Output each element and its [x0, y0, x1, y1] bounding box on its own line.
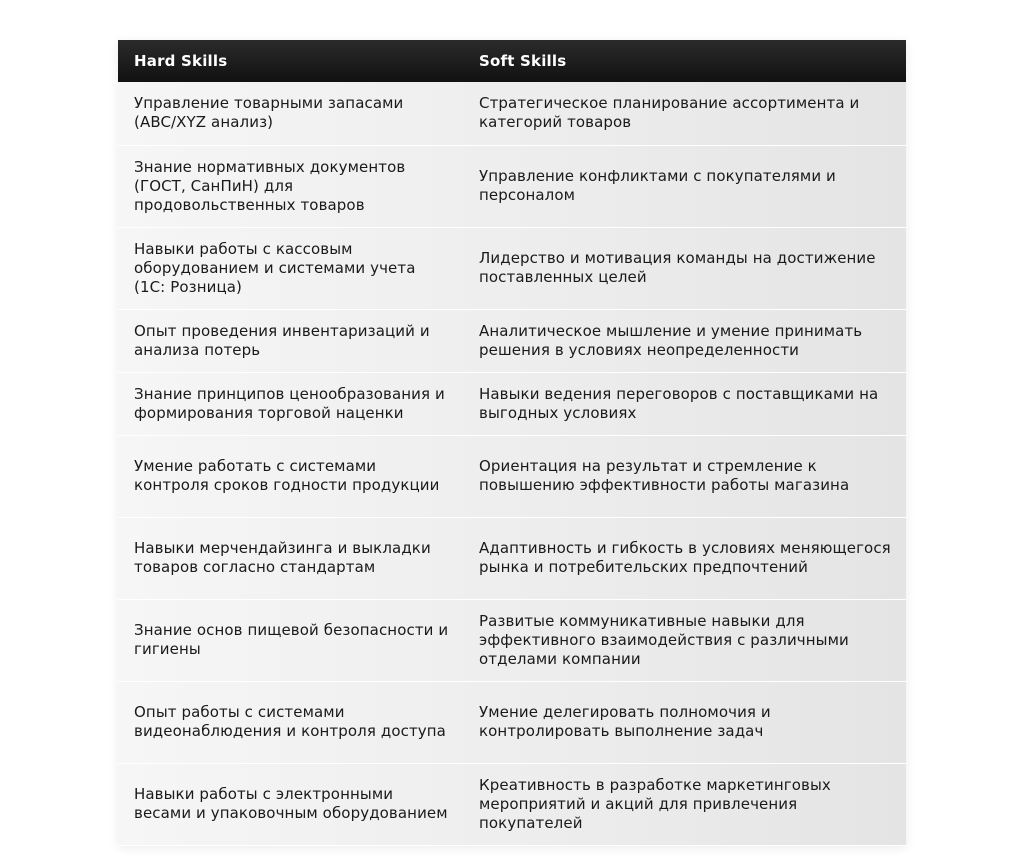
hard-skill-cell: Знание принципов ценообразования и формирования торговой наценки — [134, 384, 445, 422]
soft-skill-cell: Навыки ведения переговоров с поставщиками на выгодных условиях — [479, 384, 879, 422]
hard-skill-cell: Опыт работы с системами видеонаблюдения и контроля доступа — [134, 703, 446, 740]
soft-skill-cell: Стратегическое планирование ассортимента и категорий товаров — [479, 94, 860, 132]
skills-table — [118, 40, 906, 846]
table-row — [118, 145, 906, 227]
soft-skill-cell: Адаптивность и гибкость в условиях меняющегося рынка и потребительских предпочтений — [479, 539, 891, 576]
hard-skill-cell: Умение работать с системами контроля сроков годности продукции — [134, 457, 440, 494]
hard-skill-cell: Навыки работы с электронными весами и упаковочным оборудованием — [134, 785, 448, 822]
hard-skill-cell: Навыки мерчендайзинга и выкладки товаров согласно стандартам — [134, 539, 431, 576]
soft-skill-cell: Развитые коммуникативные навыки для эффективного взаимодействия с различными отделами компании — [479, 611, 849, 668]
soft-skill-cell: Лидерство и мотивация команды на достижение поставленных целей — [479, 249, 876, 286]
soft-skill-cell: Умение делегировать полномочия и контролировать выполнение задач — [479, 703, 771, 740]
soft-skill-cell: Ориентация на результат и стремление к повышению эффективности работы магазина — [479, 457, 850, 494]
hard-skill-cell: Управление товарными запасами (ABC/XYZ анализ) — [134, 94, 404, 132]
soft-skill-cell: Креативность в разработке маркетинговых мероприятий и акций для привлечения покупателей — [479, 775, 831, 832]
table-row — [118, 681, 906, 763]
table-row — [118, 82, 906, 145]
table-row — [118, 517, 906, 599]
soft-skill-cell: Управление конфликтами с покупателями и персоналом — [479, 167, 836, 204]
soft-skill-cell: Аналитическое мышление и умение принимать решения в условиях неопределенности — [479, 321, 863, 359]
table-row — [118, 435, 906, 517]
table-row — [118, 227, 906, 309]
header-hard-skills: Hard Skills — [134, 52, 228, 70]
table-row — [118, 309, 906, 372]
hard-skill-cell: Опыт проведения инвентаризаций и анализа потерь — [134, 321, 430, 359]
header-row — [118, 40, 906, 82]
header-soft-skills: Soft Skills — [479, 52, 567, 70]
table-row — [118, 372, 906, 435]
table-row — [118, 599, 906, 681]
table-row — [118, 763, 906, 845]
table-header — [118, 40, 906, 82]
table-body — [118, 82, 906, 845]
hard-skill-cell: Знание нормативных документов (ГОСТ, СанПиН) для продовольственных товаров — [134, 157, 406, 214]
hard-skill-cell: Знание основ пищевой безопасности и гигиены — [134, 621, 449, 658]
hard-skill-cell: Навыки работы с кассовым оборудованием и системами учета (1С: Розница) — [134, 239, 416, 296]
skills-table-container — [118, 40, 906, 846]
